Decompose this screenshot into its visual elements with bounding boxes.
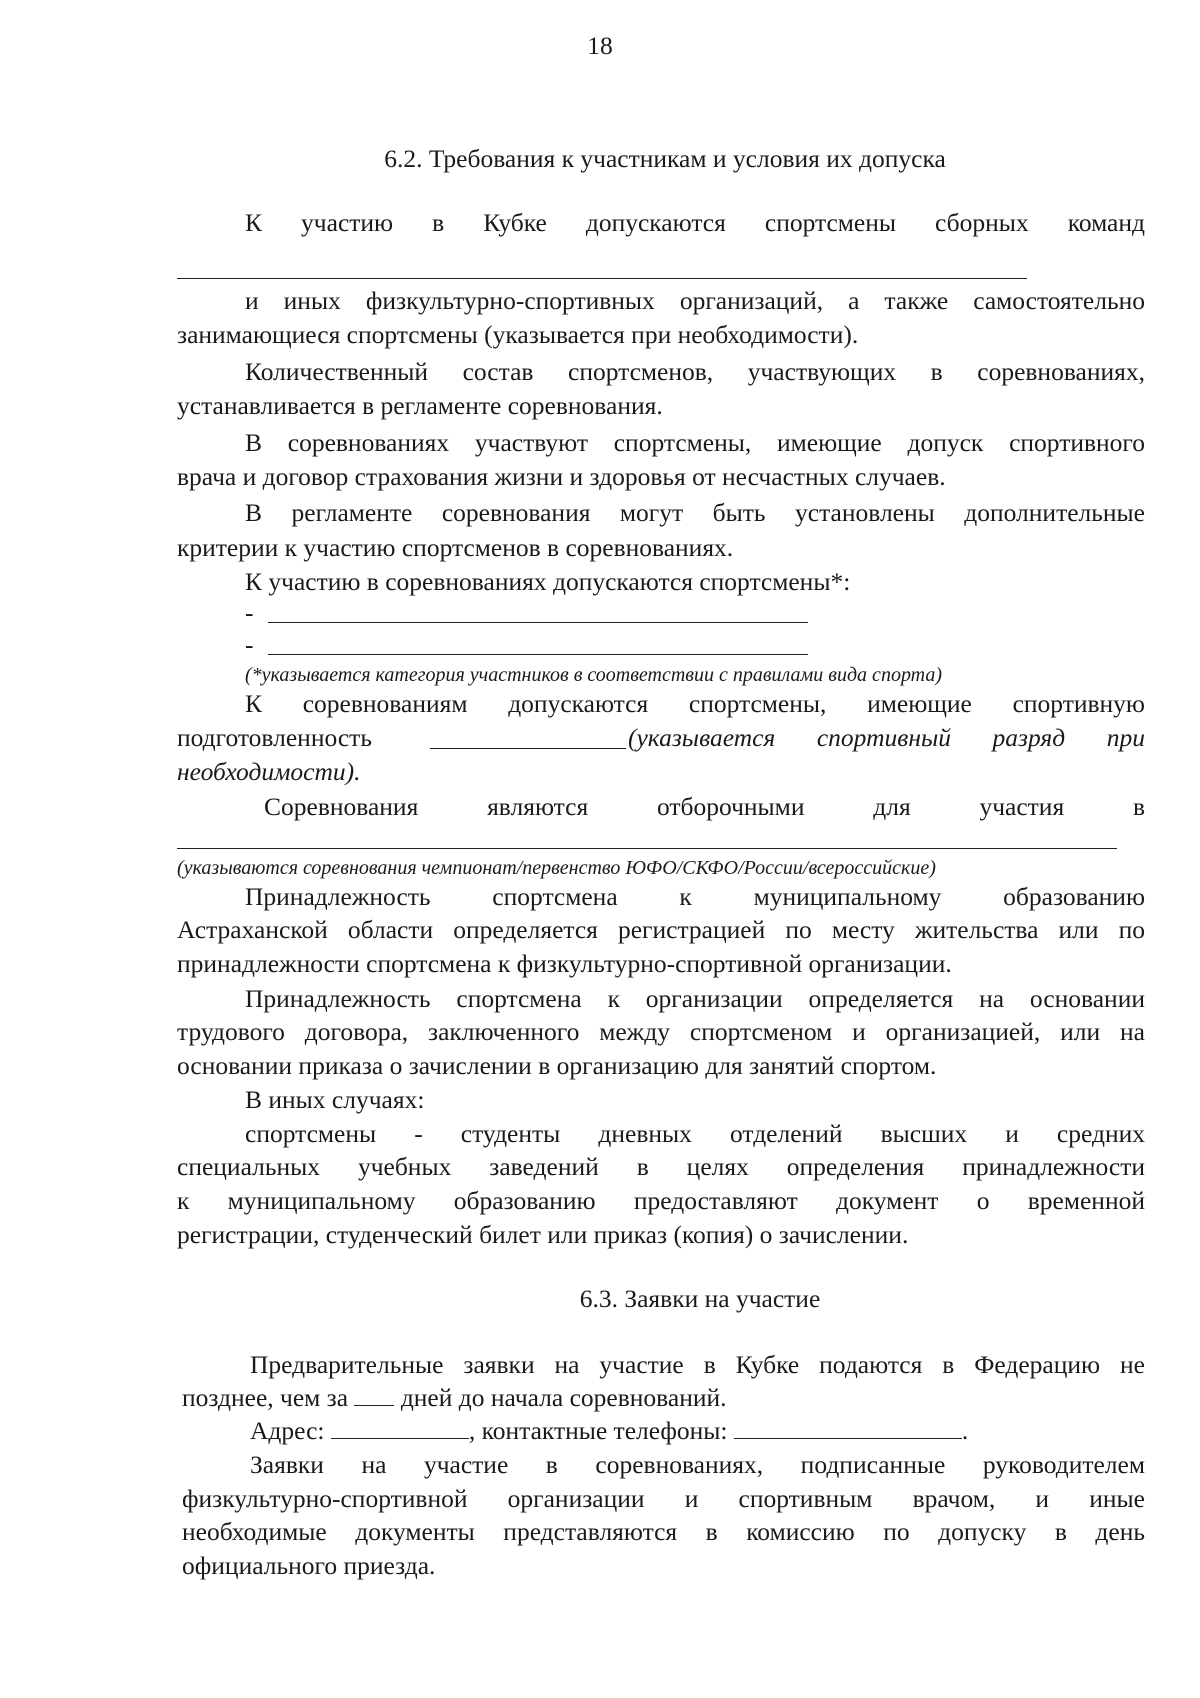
paragraph-line [250,1415,968,1447]
italic-note: (*указывается категория участников в соответствии с правилами вида спорта) [245,664,943,686]
paragraph-text: позднее, чем за [182,1383,349,1412]
fill-in-blank-line [268,654,808,655]
paragraph-line: Заявки на участие в соревнованиях, подписанные руководителем [250,1450,1145,1479]
paragraph-line: К участию в Кубке допускаются спортсмены сборных команд [245,208,1145,237]
paragraph-line: Принадлежность спортсмена к муниципальному образованию [245,882,1145,911]
paragraph-line: В иных случаях: [245,1085,425,1114]
paragraph-line: В соревнованиях участвуют спортсмены, имеющие допуск спортивного [245,428,1145,457]
fill-in-blank [354,1383,394,1406]
paragraph-line: официального приезда. [182,1551,436,1580]
section-heading-6-2: 6.2. Требования к участникам и условия их допуска [384,144,946,173]
fill-in-blank-line [430,748,626,749]
paragraph-line: спортсмены - студенты дневных отделений высших и средних [245,1119,1145,1148]
paragraph-line: специальных учебных заведений в целях определения принадлежности [177,1152,1145,1181]
page-number: 18 [587,31,613,60]
paragraph-line: врача и договор страхования жизни и здоровья от несчастных случаев. [177,462,946,491]
list-dash: - [245,630,254,659]
italic-note: (указываются соревнования чемпионат/первенство ЮФО/СКФО/России/всероссийские) [177,857,936,879]
paragraph-text: дней до начала соревнований. [400,1383,727,1412]
fill-in-blank-line [177,278,1027,279]
paragraph-line: критерии к участию спортсменов в соревнованиях. [177,533,734,562]
fill-in-blank-line [177,848,1117,849]
section-heading-6-3: 6.3. Заявки на участие [579,1284,821,1313]
paragraph-line: физкультурно-спортивной организации и спортивным врачом, и иные [182,1484,1145,1513]
italic-paragraph-line: (указывается спортивный разряд при [628,723,1145,752]
paragraph-line: В регламенте соревнования могут быть установлены дополнительные [245,498,1145,527]
paragraph-line: основании приказа о зачислении в организацию для занятий спортом. [177,1051,937,1080]
paragraph-line: регистрации, студенческий билет или приказ (копия) о зачислении. [177,1220,909,1249]
paragraph-line [182,1382,727,1414]
paragraph-line: принадлежности спортсмена к физкультурно-спортивной организации. [177,949,952,978]
italic-paragraph-line: необходимости). [177,757,361,786]
period: . [961,1416,969,1445]
paragraph-line: Принадлежность спортсмена к организации определяется на основании [245,984,1145,1013]
address-label: Адрес: [250,1416,325,1445]
address-blank [331,1416,469,1439]
paragraph-line: подготовленность [177,723,372,752]
paragraph-line: К соревнованиям допускаются спортсмены, имеющие спортивную [245,689,1145,718]
paragraph-line: и иных физкультурно-спортивных организаций, а также самостоятельно [245,286,1145,315]
paragraph-line: занимающиеся спортсмены (указывается при необходимости). [177,320,859,349]
paragraph-line: К участию в соревнованиях допускаются спортсмены*: [245,567,851,596]
paragraph-line: трудового договора, заключенного между спортсменом и организацией, или на [177,1017,1145,1046]
list-dash: - [245,598,254,627]
paragraph-line: Количественный состав спортсменов, участвующих в соревнованиях, [245,357,1145,386]
paragraph-line: необходимые документы представляются в комиссию по допуску в день [182,1517,1145,1546]
paragraph-line: к муниципальному образованию предоставляют документ о временной [177,1186,1145,1215]
paragraph-line: Астраханской области определяется регистрацией по месту жительства или по [177,915,1145,944]
fill-in-blank-line [268,622,808,623]
paragraph-line: устанавливается в регламенте соревнования. [177,391,663,420]
phones-blank [734,1416,962,1439]
paragraph-line: Соревнования являются отборочными для участия в [264,792,1145,821]
phones-label: , контактные телефоны: [468,1416,728,1445]
paragraph-line: Предварительные заявки на участие в Кубке подаются в Федерацию не [250,1350,1145,1379]
